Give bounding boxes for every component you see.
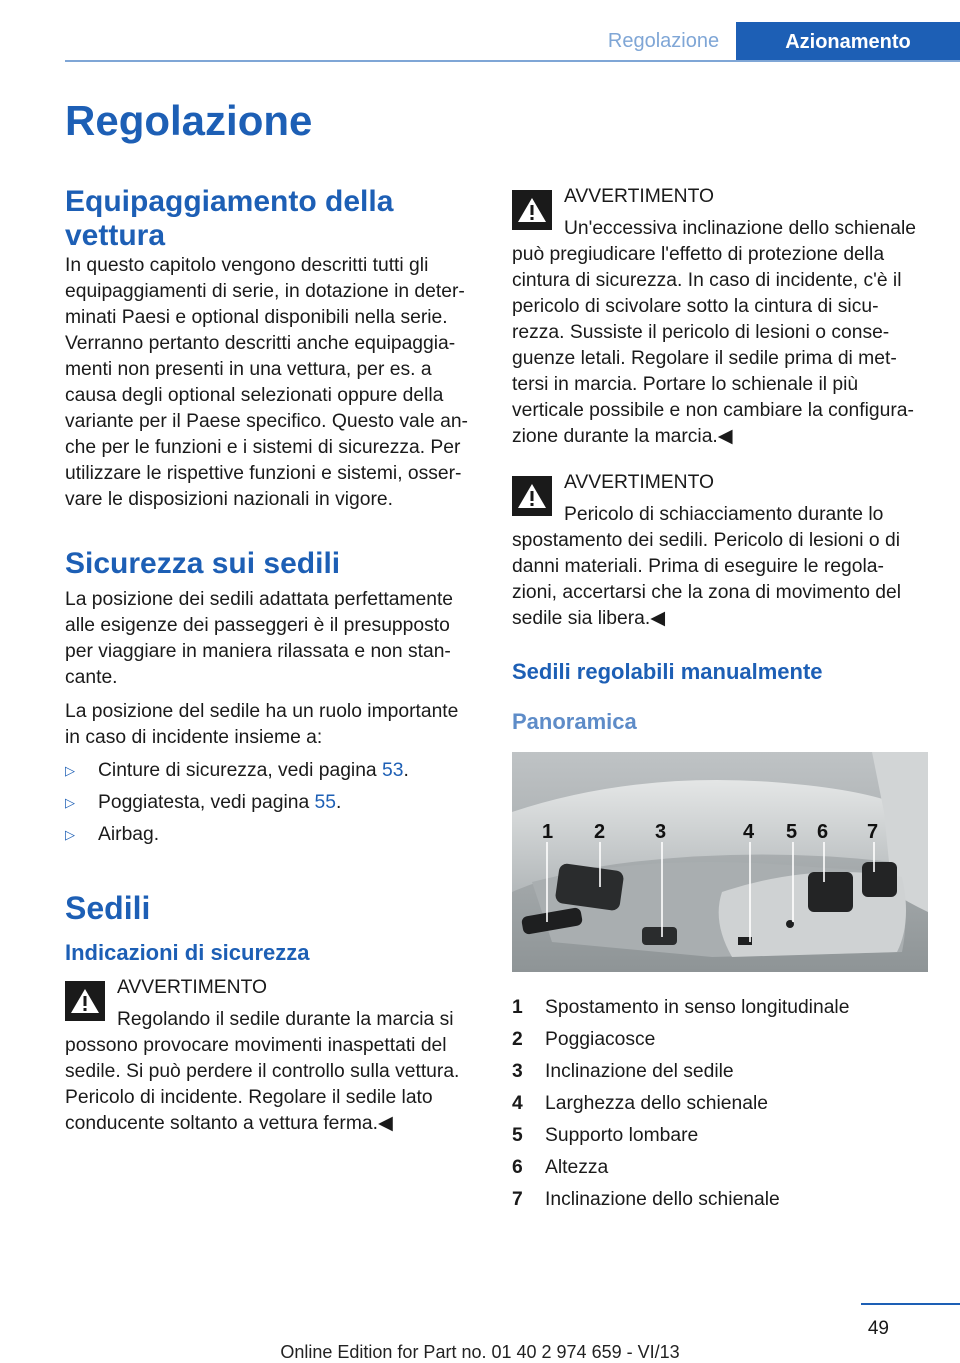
list-item — [65, 755, 477, 787]
warning-text: spostamento dei sedili. Pericolo di lesioni o di danni materiali. Prima di eseguire le regola- zioni, accertarsi che la zona di movimento del sedile sia libera.◀ — [512, 530, 902, 629]
page-number: 49 — [867, 1318, 889, 1339]
photo-legend — [512, 992, 928, 1216]
warning-box — [65, 975, 477, 1137]
edition-footer: Online Edition for Part no. 01 40 2 974 659 - VI/13 — [280, 1342, 680, 1362]
header-rule — [65, 60, 960, 62]
legend-item: 7 Inclinazione dello schienale — [512, 1189, 780, 1210]
seats-heading: Sedili — [65, 890, 151, 926]
footer-rule — [861, 1303, 960, 1305]
warning-first-line: Un'eccessiva inclinazione dello schienale — [564, 218, 917, 239]
warning-label: AVVERTIMENTO — [564, 472, 714, 493]
warning-label: AVVERTIMENTO — [564, 186, 714, 207]
legend-item: 1 Spostamento in senso longitudinale — [512, 997, 850, 1018]
triangle-bullet-icon: ▷ — [65, 827, 75, 842]
photo-callout: 1 — [542, 821, 554, 843]
photo-callout: 5 — [786, 821, 798, 843]
triangle-bullet-icon: ▷ — [65, 763, 75, 778]
list-item — [65, 787, 477, 819]
left-column — [65, 96, 477, 1137]
photo-callout: 4 — [743, 821, 755, 843]
warning-label: AVVERTIMENTO — [117, 977, 267, 998]
warning-icon — [512, 476, 552, 516]
equipment-text: In questo capitolo vengono descritti tutti gli equipaggiamenti di serie, in dotazione in deter- minati Paesi e optional disponibili nella serie. Verranno pertanto descritti anche equipaggia- menti non presenti in una vettura, per es. a causa degli optional selezionati oppure della variante per il Paese specifico. Questo vale an- che per le funzioni e i sistemi di sicurezza. Per utilizzare le rispettive funzioni e sistemi, osser- vare le disposizioni nazionali in vigore. — [65, 255, 468, 510]
legend-item: 6 Altezza — [512, 1157, 609, 1178]
right-column — [512, 184, 928, 1216]
list-item — [65, 819, 477, 851]
seat-safety-text-1: La posizione dei sedili adattata perfettamente alle esigenze dei passeggeri è il presupposto per viaggiare in maniera rilassata e non stan- cante. — [65, 589, 454, 688]
seat-safety-heading: Sicurezza sui sedili — [65, 547, 341, 580]
safety-notes-heading: Indicazioni di sicurezza — [65, 940, 310, 965]
seat-controls-photo — [512, 752, 928, 972]
header-section-label: Regolazione — [607, 29, 720, 52]
photo-callout: 3 — [655, 821, 667, 843]
warning-text: possono provocare movimenti inaspettati del sedile. Si può perdere il controllo sulla vettura. Pericolo di incidente. Regolare il sedile lato conducente soltanto a vettura ferma.◀ — [65, 1035, 460, 1134]
photo-callout: 7 — [867, 821, 879, 843]
legend-item: 4 Larghezza dello schienale — [512, 1093, 768, 1114]
equipment-heading: Equipaggiamento della vettura — [65, 185, 394, 252]
warning-icon — [65, 981, 105, 1021]
warning-box — [512, 184, 928, 450]
warning-icon — [512, 190, 552, 230]
overview-heading: Panoramica — [512, 709, 637, 734]
photo-callout: 6 — [817, 821, 829, 843]
legend-item: 5 Supporto lombare — [512, 1125, 699, 1146]
bullet-text: Poggiatesta, vedi pagina 55. — [98, 792, 342, 813]
warning-first-line: Regolando il sedile durante la marcia si — [117, 1009, 454, 1030]
warning-text: può pregiudicare l'effetto di protezione della cintura di sicurezza. In caso di incidente, c'è il pericolo di scivolare sotto la cintura di sicu- rezza. Sussiste il pericolo di lesioni o conse- guenze letali. Regolare il sedile prima di met- tersi in marcia. Portare lo schienale il più verticale possibile e non cambiare la configura- zione durante la marcia.◀ — [512, 244, 914, 447]
warning-box — [512, 470, 928, 632]
page-title: Regolazione — [65, 97, 313, 144]
legend-item: 2 Poggiacosce — [512, 1029, 656, 1050]
bullet-text: Airbag. — [98, 824, 160, 845]
manual-seats-heading: Sedili regolabili manualmente — [512, 659, 823, 684]
page-link[interactable]: 55 — [314, 792, 336, 813]
page-link[interactable]: 53 — [382, 760, 404, 781]
bullet-text: Cinture di sicurezza, vedi pagina 53. — [98, 760, 409, 781]
seat-safety-text-2: La posizione del sedile ha un ruolo importante in caso di incidente insieme a: — [65, 701, 459, 748]
photo-callout: 2 — [594, 821, 606, 843]
legend-item: 3 Inclinazione del sedile — [512, 1061, 734, 1082]
warning-first-line: Pericolo di schiacciamento durante lo — [564, 504, 884, 525]
bullet-list — [65, 755, 477, 851]
triangle-bullet-icon: ▷ — [65, 795, 75, 810]
header-chapter-tab: Azionamento — [736, 22, 960, 62]
